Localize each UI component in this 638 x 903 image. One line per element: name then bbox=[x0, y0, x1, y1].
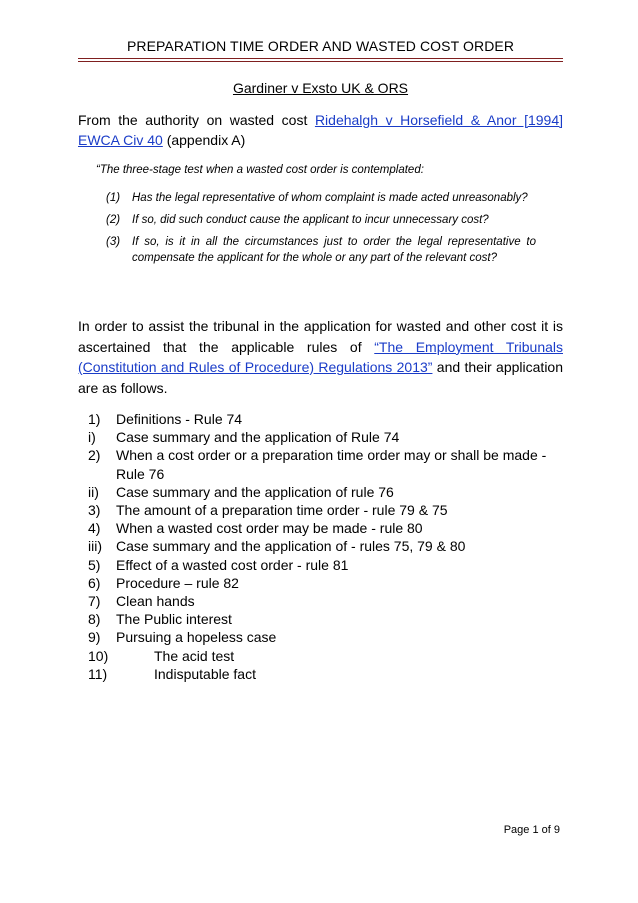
quote-lead: “The three-stage test when a wasted cost order is contemplated: bbox=[96, 164, 424, 176]
intro-prefix: From the authority on wasted cost bbox=[78, 112, 315, 128]
list-item-number: iii) bbox=[88, 538, 102, 555]
quote-list bbox=[96, 190, 536, 266]
list-item bbox=[88, 647, 558, 665]
list-item-number: 6) bbox=[88, 574, 101, 591]
list-item-text: When a cost order or a preparation time order may or shall be made - Rule 76 bbox=[116, 447, 547, 482]
list-item bbox=[88, 628, 558, 646]
list-item bbox=[88, 574, 558, 592]
list-item bbox=[88, 665, 558, 683]
rules-suffix: and their application are as follows. bbox=[78, 359, 563, 396]
list-item-text: Definitions - Rule 74 bbox=[116, 411, 243, 427]
regulations-link[interactable]: “The Employment Tribunals (Constitution and Rules of Procedure) Regulations 2013” bbox=[78, 338, 563, 375]
list-item-number: 7) bbox=[88, 593, 101, 610]
ridehalgh-case-link[interactable]: Ridehalgh v Horsefield & Anor [1994] EWCA Civ 40 bbox=[78, 112, 563, 148]
list-item bbox=[88, 446, 558, 482]
quote-item bbox=[96, 234, 536, 266]
three-stage-test-quote bbox=[96, 162, 536, 272]
intro-suffix: (appendix A) bbox=[162, 132, 246, 148]
list-item bbox=[88, 556, 558, 574]
list-item bbox=[88, 537, 558, 555]
intro-paragraph bbox=[78, 110, 563, 150]
quote-item-number: (1) bbox=[106, 192, 121, 204]
list-item-number: ii) bbox=[88, 483, 99, 500]
list-item bbox=[88, 410, 558, 428]
quote-item-number: (3) bbox=[106, 236, 121, 248]
list-item-text: Effect of a wasted cost order - rule 81 bbox=[116, 556, 349, 573]
quote-item-number: (2) bbox=[106, 214, 121, 226]
header-rule bbox=[78, 58, 563, 62]
list-item-number: 4) bbox=[88, 520, 101, 537]
quote-item bbox=[96, 212, 536, 228]
list-item-number: 9) bbox=[88, 629, 101, 646]
list-item-text: Case summary and the application of Rule 74 bbox=[116, 429, 400, 446]
quote-item-text: If so, did such conduct cause the applicant to incur unnecessary cost? bbox=[132, 214, 489, 226]
list-item-text: Case summary and the application of rule 76 bbox=[116, 483, 394, 500]
list-item bbox=[88, 428, 558, 446]
list-item bbox=[88, 592, 558, 610]
quote-item-text: Has the legal representative of whom complaint is made acted unreasonably? bbox=[132, 192, 528, 204]
list-item-text: Pursuing a hopeless case bbox=[116, 629, 277, 646]
list-item-text: Indisputable fact bbox=[154, 665, 256, 682]
rules-paragraph bbox=[78, 316, 563, 398]
list-item-text: The amount of a preparation time order - rule 79 & 75 bbox=[116, 502, 448, 519]
list-item-number: 1) bbox=[88, 411, 101, 427]
list-item-number: 3) bbox=[88, 502, 101, 519]
list-item-text: When a wasted cost order may be made - rule 80 bbox=[116, 520, 423, 537]
list-item-text: Case summary and the application of - rules 75, 79 & 80 bbox=[116, 538, 466, 555]
list-item-text: Procedure – rule 82 bbox=[116, 574, 239, 591]
quote-item-text: If so, is it in all the circumstances just to order the legal representative to compensate the applicant for the whole or any part of the relevant cost? bbox=[132, 236, 536, 264]
list-item-number: 2) bbox=[88, 447, 101, 464]
list-item-text: The Public interest bbox=[116, 611, 232, 628]
contents-list bbox=[88, 410, 558, 683]
list-item-number: 5) bbox=[88, 556, 101, 573]
quote-item bbox=[96, 190, 536, 206]
list-item-number: 10) bbox=[88, 647, 109, 664]
list-item bbox=[88, 610, 558, 628]
list-item-number: 8) bbox=[88, 611, 101, 628]
list-item bbox=[88, 519, 558, 537]
running-header: PREPARATION TIME ORDER AND WASTED COST ORDER bbox=[126, 38, 515, 54]
list-item bbox=[88, 483, 558, 501]
case-title: Gardiner v Exsto UK & ORS bbox=[232, 80, 409, 96]
list-item-number: i) bbox=[88, 429, 96, 446]
list-item-text: Clean hands bbox=[116, 593, 195, 610]
list-item-number: 11) bbox=[88, 665, 108, 682]
rules-prefix: In order to assist the tribunal in the application for wasted and other cost it is ascertained that the applicable rules of bbox=[78, 318, 563, 355]
page-number: Page 1 of 9 bbox=[503, 824, 560, 836]
list-item bbox=[88, 501, 558, 519]
list-item-text: The acid test bbox=[154, 647, 235, 664]
